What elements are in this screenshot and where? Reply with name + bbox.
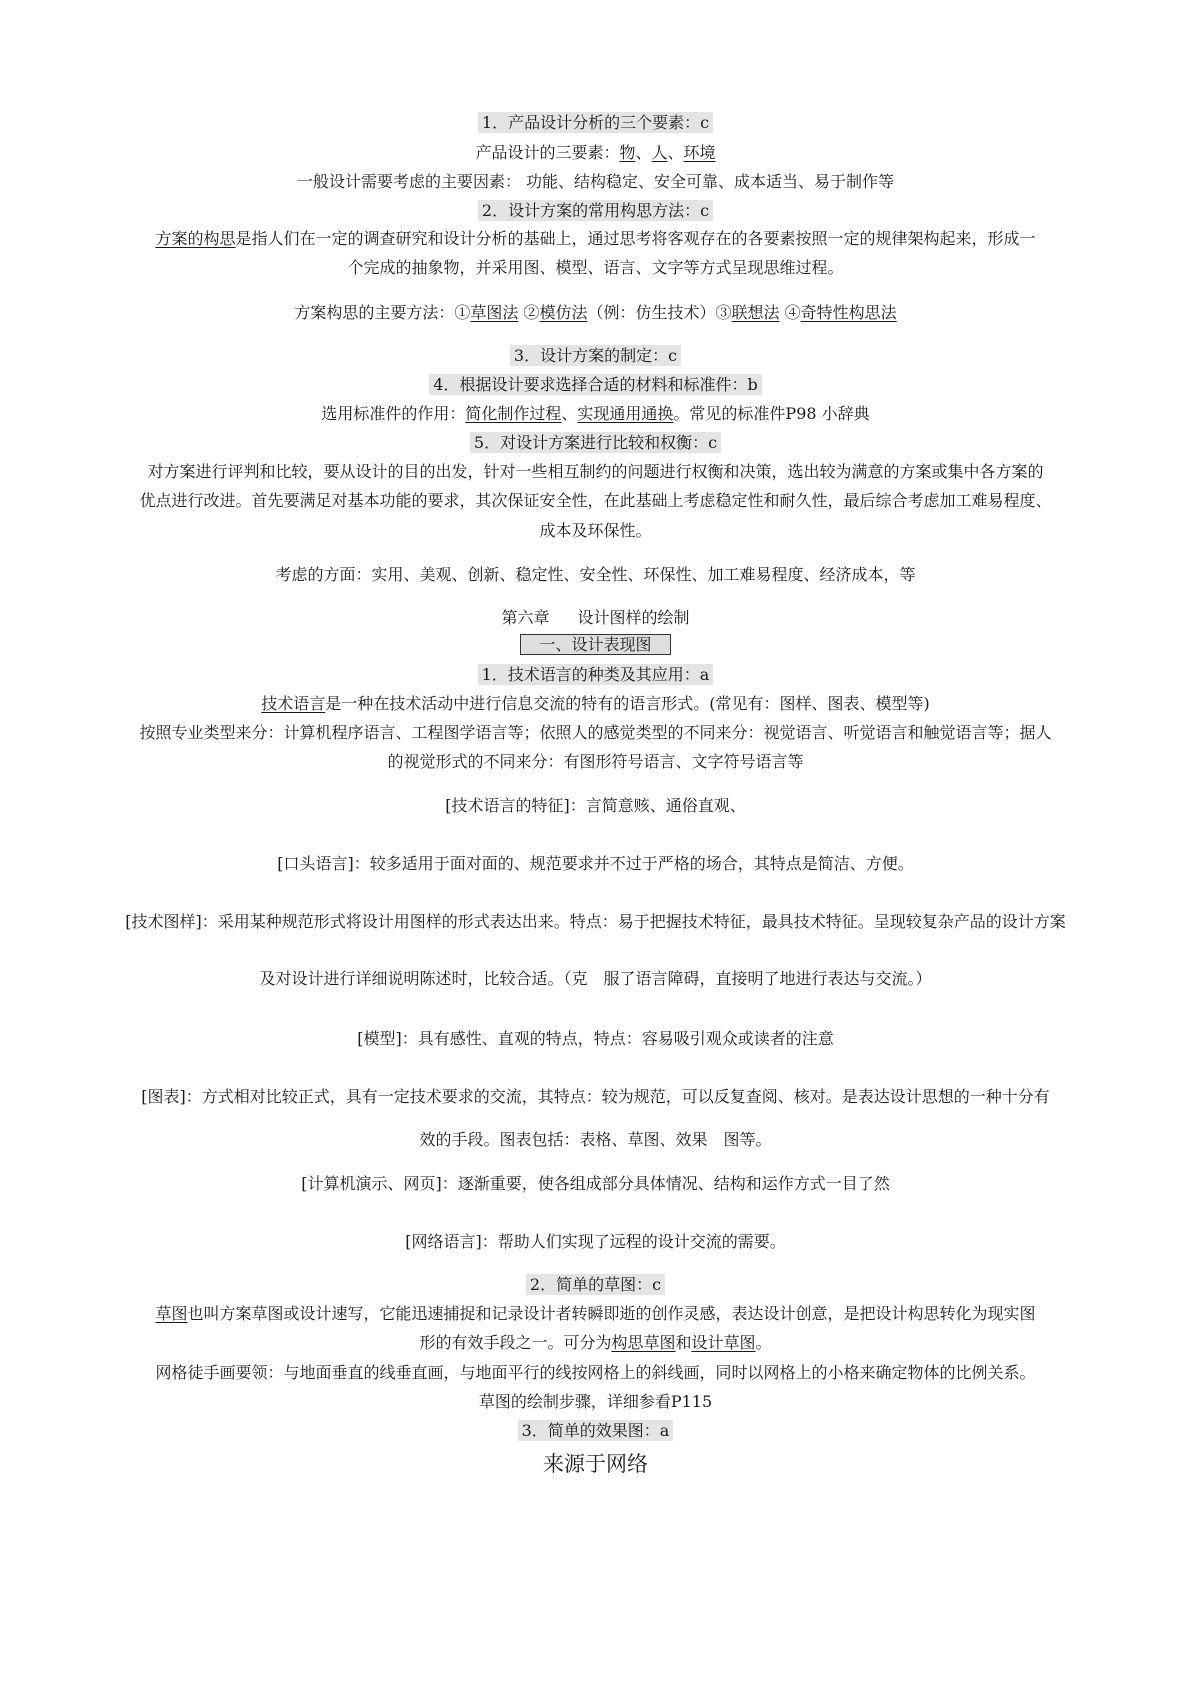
section-5-line: [80, 432, 1111, 454]
sketch-title: 2．简单的草图：c: [526, 1274, 665, 1295]
sketch-definition-2: [80, 1332, 1111, 1354]
design-factors: 一般设计需要考虑的主要因素： 功能、结构稳定、安全可靠、成本适当、易于制作等: [296, 172, 895, 191]
sep: 、: [667, 143, 684, 162]
source-note: 来源于网络: [543, 1452, 648, 1476]
section-5-title: 5．对设计方案进行比较和权衡：c: [470, 432, 721, 453]
section-1-title: 1．产品设计分析的三个要素：c: [478, 112, 713, 133]
method-sketch: 草图法: [470, 303, 519, 322]
tech-language-term: 技术语言: [261, 694, 326, 713]
sketch-line: [80, 1274, 1111, 1296]
tech-language-def-text: 是一种在技术活动中进行信息交流的特有的语言形式。(常见有：图样、图表、模型等): [325, 694, 930, 713]
sketch-term: 草图: [155, 1304, 188, 1323]
network-language-line: [网络语言]：帮助人们实现了远程的设计交流的需要。: [405, 1232, 786, 1251]
evaluation-paragraph-1: 对方案进行评判和比较，要从设计的目的出发，针对一些相互制约的问题进行权衡和决策，选出较为满意的方案或集中各方案的: [147, 462, 1044, 481]
concept-sketch: 构思草图: [611, 1333, 676, 1352]
concept-definition-line-2: 个完成的抽象物，并采用图、模型、语言、文字等方式呈现思维过程。: [347, 258, 844, 277]
chapter-heading: [80, 607, 1111, 629]
section-3-title: 3．设计方案的制定：c: [510, 345, 681, 366]
section-heading: 一、设计表现图: [520, 634, 670, 655]
classification-line-1: 按照专业类型来分：计算机程序语言、工程图学语言等；依照人的感觉类型的不同来分：视觉语言、听觉语言和触觉语言等；据人: [139, 723, 1052, 742]
section-4-line: [80, 374, 1111, 396]
design-sketch: 设计草图: [691, 1333, 756, 1352]
chart-line-1: [图表]：方式相对比较正式，具有一定技术要求的交流，其特点：较为规范，可以反复查阅、核对。是表达设计思想的一种十分有: [141, 1087, 1050, 1106]
sketch-types-label: 形的有效手段之一。可分为: [419, 1333, 612, 1352]
simplify-production: 简化制作过程: [465, 404, 562, 423]
computer-demo-line: [计算机演示、网页]：逐渐重要，使各组成部分具体情况、结构和运作方式一目了然: [301, 1174, 890, 1193]
chart-line-2: [80, 1129, 1111, 1151]
concept-definition-line-1: [80, 228, 1111, 250]
sep: ②: [518, 303, 540, 322]
concept-term: 方案的构思: [155, 229, 236, 248]
sep: 、: [561, 404, 578, 423]
rendering-line: [80, 1420, 1111, 1442]
method-association: 联想法: [731, 303, 780, 322]
rendering-title: 3．简单的效果图：a: [518, 1420, 674, 1441]
standard-parts-suffix: 。常见的标准件P98 小辞典: [673, 404, 870, 423]
section-3-line: [80, 345, 1111, 367]
classification-line-2: 的视觉形式的不同来分：有图形符号语言、文字符号语言等: [387, 752, 804, 771]
standard-parts-line: [80, 403, 1111, 425]
section-4-title: 4．根据设计要求选择合适的材料和标准件：b: [429, 374, 761, 395]
interchangeability: 实现通用通换: [577, 404, 674, 423]
standard-parts-label: 选用标准件的作用：: [321, 404, 466, 423]
concept-methods-line: [80, 302, 1111, 324]
tech-drawing-part-a: 及对设计进行详细说明陈述时，比较合适。（克: [259, 969, 588, 988]
element-environment: 环境: [683, 143, 716, 162]
evaluation-paragraph-2: 优点进行改进。首先要满足对基本功能的要求，其次保证安全性，在此基础上考虑稳定性和耐久性，最后综合考虑加工难易程度、: [139, 491, 1052, 510]
section-2-line: [80, 200, 1111, 222]
concept-definition-text: 是指人们在一定的调查研究和设计分析的基础上，通过思考将客观存在的各要素按照一定的规律架构起来，形成一: [235, 229, 1036, 248]
period: 。: [755, 1333, 772, 1352]
sep: 、: [635, 143, 652, 162]
sep: ④: [779, 303, 801, 322]
tech-drawing-part-b: 服了语言障碍，直接明了地进行表达与交流。）: [603, 969, 932, 988]
sketch-definition-1: [80, 1303, 1111, 1325]
chapter-title: 设计图样的绘制: [577, 608, 690, 627]
tech-language-definition: [80, 693, 1111, 715]
tech-drawing-line-1: [技术图样]：采用某种规范形式将设计用图样的形式表达出来。特点：易于把握技术特征，最具技术特征。呈现较复杂产品的设计方案: [125, 912, 1066, 931]
chart-part-b: 图等。: [723, 1130, 772, 1149]
conjunction: 和: [675, 1333, 692, 1352]
three-elements-label: 产品设计的三要素：: [475, 143, 620, 162]
tech-language-title: 1．技术语言的种类及其应用：a: [478, 664, 714, 685]
oral-language: [口头语言]：较多适用于面对面的、规范要求并不过于严格的场合，其特点是简洁、方便。: [277, 854, 914, 873]
element-person: 人: [651, 143, 668, 162]
section-1-line: [80, 112, 1111, 134]
section-2-title: 2．设计方案的常用构思方法：c: [478, 200, 713, 221]
tech-language-features: [技术语言的特征]：言简意赅、通俗直观、: [445, 796, 746, 815]
tech-language-line: [80, 664, 1111, 686]
methods-label: 方案构思的主要方法：①: [294, 303, 471, 322]
sketch-def-text: 也叫方案草图或设计速写，它能迅速捕捉和记录设计者转瞬即逝的创作灵感，表达设计创意，是把设计构思转化为现实图: [187, 1304, 1036, 1323]
grid-drawing-tips: 网格徒手画要领：与地面垂直的线垂直画，与地面平行的线按网格上的斜线画，同时以网格上的小格来确定物体的比例关系。: [155, 1363, 1036, 1382]
model-line: [模型]：具有感性、直观的特点，特点：容易吸引观众或读者的注意: [357, 1029, 834, 1048]
chart-part-a: 效的手段。图表包括：表格、草图、效果: [419, 1130, 708, 1149]
consideration-aspects: 考虑的方面：实用、美观、创新、稳定性、安全性、环保性、加工难易程度、经济成本，等: [275, 565, 916, 584]
evaluation-paragraph-3: 成本及环保性。: [539, 521, 652, 540]
tech-drawing-line-2: [80, 968, 1111, 990]
method-imitation: 模仿法: [539, 303, 588, 322]
method-note: （例：仿生技术）③: [587, 303, 732, 322]
sketch-steps: 草图的绘制步骤，详细参看P115: [478, 1392, 713, 1411]
chapter-number: 第六章: [501, 608, 550, 627]
three-elements-line: [80, 142, 1111, 164]
method-unusual: 奇特性构思法: [800, 303, 897, 322]
section-heading-line: [80, 634, 1111, 656]
element-thing: 物: [619, 143, 636, 162]
